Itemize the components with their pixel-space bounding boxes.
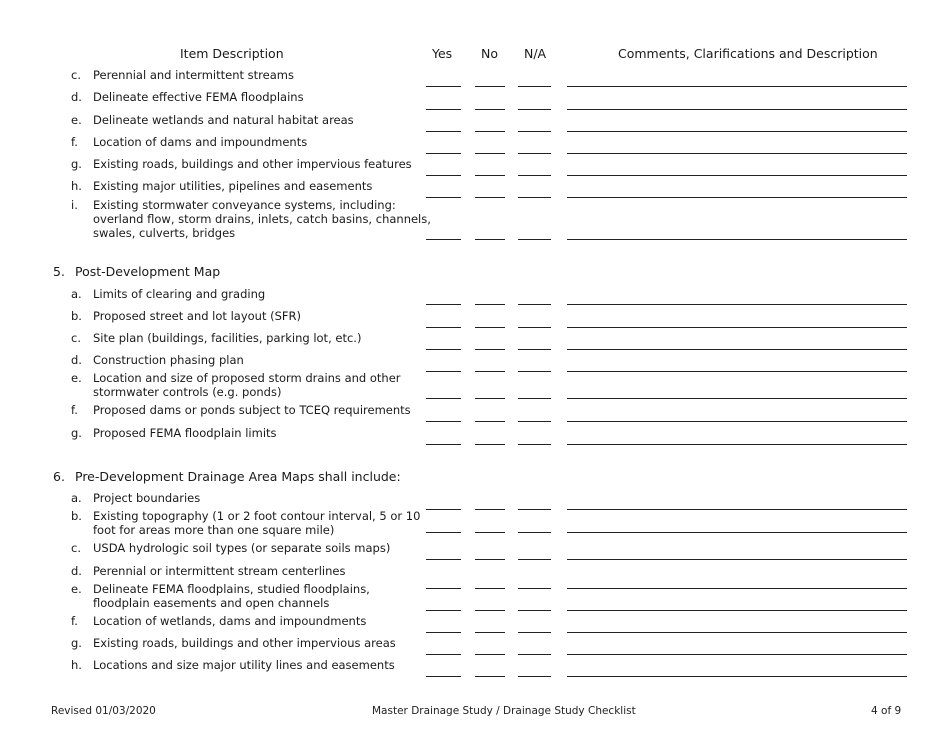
yes-answer-line[interactable] bbox=[426, 588, 461, 589]
na-answer-line[interactable] bbox=[518, 610, 551, 611]
comments-answer-line[interactable] bbox=[567, 559, 907, 560]
item-letter: e. bbox=[71, 371, 82, 385]
comments-answer-line[interactable] bbox=[567, 532, 907, 533]
comments-answer-line[interactable] bbox=[567, 421, 907, 422]
na-answer-line[interactable] bbox=[518, 239, 551, 240]
item-description: foot for areas more than one square mile) bbox=[93, 523, 335, 537]
yes-answer-line[interactable] bbox=[426, 421, 461, 422]
comments-answer-line[interactable] bbox=[567, 349, 907, 350]
na-answer-line[interactable] bbox=[518, 559, 551, 560]
section-number: 5. bbox=[53, 264, 65, 279]
item-description: floodplain easements and open channels bbox=[93, 596, 330, 610]
na-answer-line[interactable] bbox=[518, 197, 551, 198]
na-answer-line[interactable] bbox=[518, 532, 551, 533]
comments-answer-line[interactable] bbox=[567, 676, 907, 677]
no-answer-line[interactable] bbox=[475, 398, 505, 399]
yes-answer-line[interactable] bbox=[426, 304, 461, 305]
na-answer-line[interactable] bbox=[518, 632, 551, 633]
na-answer-line[interactable] bbox=[518, 509, 551, 510]
comments-answer-line[interactable] bbox=[567, 109, 907, 110]
no-answer-line[interactable] bbox=[475, 444, 505, 445]
na-answer-line[interactable] bbox=[518, 131, 551, 132]
yes-answer-line[interactable] bbox=[426, 509, 461, 510]
footer-document-title: Master Drainage Study / Drainage Study Checklist bbox=[372, 705, 636, 717]
item-letter: h. bbox=[71, 658, 82, 672]
yes-answer-line[interactable] bbox=[426, 197, 461, 198]
no-answer-line[interactable] bbox=[475, 327, 505, 328]
column-header-yes: Yes bbox=[432, 46, 453, 61]
yes-answer-line[interactable] bbox=[426, 559, 461, 560]
section-number: 6. bbox=[53, 469, 65, 484]
yes-answer-line[interactable] bbox=[426, 131, 461, 132]
na-answer-line[interactable] bbox=[518, 588, 551, 589]
item-description: Proposed street and lot layout (SFR) bbox=[93, 309, 301, 323]
item-letter: f. bbox=[71, 135, 78, 149]
yes-answer-line[interactable] bbox=[426, 371, 461, 372]
yes-answer-line[interactable] bbox=[426, 654, 461, 655]
na-answer-line[interactable] bbox=[518, 86, 551, 87]
item-letter: d. bbox=[71, 564, 82, 578]
yes-answer-line[interactable] bbox=[426, 86, 461, 87]
item-description: Existing stormwater conveyance systems, including: bbox=[93, 198, 396, 212]
comments-answer-line[interactable] bbox=[567, 610, 907, 611]
comments-answer-line[interactable] bbox=[567, 239, 907, 240]
na-answer-line[interactable] bbox=[518, 175, 551, 176]
no-answer-line[interactable] bbox=[475, 421, 505, 422]
item-letter: g. bbox=[71, 157, 82, 171]
no-answer-line[interactable] bbox=[475, 153, 505, 154]
na-answer-line[interactable] bbox=[518, 153, 551, 154]
column-header-no: No bbox=[481, 46, 498, 61]
item-letter: i. bbox=[71, 198, 78, 212]
item-description: Proposed dams or ponds subject to TCEQ requirements bbox=[93, 403, 411, 417]
no-answer-line[interactable] bbox=[475, 131, 505, 132]
item-description: Site plan (buildings, facilities, parking lot, etc.) bbox=[93, 331, 362, 345]
item-description: stormwater controls (e.g. ponds) bbox=[93, 385, 282, 399]
yes-answer-line[interactable] bbox=[426, 676, 461, 677]
comments-answer-line[interactable] bbox=[567, 131, 907, 132]
no-answer-line[interactable] bbox=[475, 588, 505, 589]
na-answer-line[interactable] bbox=[518, 398, 551, 399]
item-letter: a. bbox=[71, 287, 82, 301]
comments-answer-line[interactable] bbox=[567, 304, 907, 305]
yes-answer-line[interactable] bbox=[426, 610, 461, 611]
yes-answer-line[interactable] bbox=[426, 349, 461, 350]
item-letter: c. bbox=[71, 331, 81, 345]
item-description: swales, culverts, bridges bbox=[93, 226, 236, 240]
section-title: Pre-Development Drainage Area Maps shall include: bbox=[75, 469, 401, 484]
yes-answer-line[interactable] bbox=[426, 109, 461, 110]
footer-revised-date: Revised 01/03/2020 bbox=[51, 705, 156, 717]
no-answer-line[interactable] bbox=[475, 676, 505, 677]
no-answer-line[interactable] bbox=[475, 654, 505, 655]
no-answer-line[interactable] bbox=[475, 86, 505, 87]
column-header-item: Item Description bbox=[180, 46, 284, 61]
item-description: Delineate wetlands and natural habitat areas bbox=[93, 113, 354, 127]
comments-answer-line[interactable] bbox=[567, 175, 907, 176]
footer-page-number: 4 of 9 bbox=[871, 705, 902, 717]
yes-answer-line[interactable] bbox=[426, 632, 461, 633]
item-description: Location of dams and impoundments bbox=[93, 135, 308, 149]
item-letter: c. bbox=[71, 68, 81, 82]
item-letter: b. bbox=[71, 509, 82, 523]
comments-answer-line[interactable] bbox=[567, 197, 907, 198]
item-description: Existing topography (1 or 2 foot contour interval, 5 or 10 bbox=[93, 509, 421, 523]
yes-answer-line[interactable] bbox=[426, 398, 461, 399]
no-answer-line[interactable] bbox=[475, 109, 505, 110]
no-answer-line[interactable] bbox=[475, 559, 505, 560]
no-answer-line[interactable] bbox=[475, 532, 505, 533]
comments-answer-line[interactable] bbox=[567, 509, 907, 510]
yes-answer-line[interactable] bbox=[426, 327, 461, 328]
item-description: Perennial and intermittent streams bbox=[93, 68, 294, 82]
na-answer-line[interactable] bbox=[518, 444, 551, 445]
item-description: Location of wetlands, dams and impoundments bbox=[93, 614, 367, 628]
comments-answer-line[interactable] bbox=[567, 86, 907, 87]
comments-answer-line[interactable] bbox=[567, 153, 907, 154]
no-answer-line[interactable] bbox=[475, 239, 505, 240]
na-answer-line[interactable] bbox=[518, 676, 551, 677]
no-answer-line[interactable] bbox=[475, 304, 505, 305]
no-answer-line[interactable] bbox=[475, 175, 505, 176]
section-title: Post-Development Map bbox=[75, 264, 221, 279]
item-description: USDA hydrologic soil types (or separate soils maps) bbox=[93, 541, 391, 555]
no-answer-line[interactable] bbox=[475, 632, 505, 633]
item-description: Existing major utilities, pipelines and easements bbox=[93, 179, 373, 193]
comments-answer-line[interactable] bbox=[567, 444, 907, 445]
comments-answer-line[interactable] bbox=[567, 588, 907, 589]
item-description: Perennial or intermittent stream centerlines bbox=[93, 564, 346, 578]
column-header-comments: Comments, Clarifications and Description bbox=[618, 46, 878, 61]
comments-answer-line[interactable] bbox=[567, 327, 907, 328]
yes-answer-line[interactable] bbox=[426, 153, 461, 154]
item-description: Locations and size major utility lines and easements bbox=[93, 658, 395, 672]
item-description: Limits of clearing and grading bbox=[93, 287, 266, 301]
comments-answer-line[interactable] bbox=[567, 632, 907, 633]
column-header-na: N/A bbox=[524, 46, 547, 61]
no-answer-line[interactable] bbox=[475, 509, 505, 510]
item-description: Existing roads, buildings and other impervious features bbox=[93, 157, 412, 171]
no-answer-line[interactable] bbox=[475, 197, 505, 198]
na-answer-line[interactable] bbox=[518, 421, 551, 422]
comments-answer-line[interactable] bbox=[567, 398, 907, 399]
yes-answer-line[interactable] bbox=[426, 239, 461, 240]
na-answer-line[interactable] bbox=[518, 349, 551, 350]
comments-answer-line[interactable] bbox=[567, 654, 907, 655]
item-description: Delineate FEMA floodplains, studied floodplains, bbox=[93, 582, 370, 596]
no-answer-line[interactable] bbox=[475, 349, 505, 350]
item-letter: a. bbox=[71, 491, 82, 505]
item-letter: d. bbox=[71, 90, 82, 104]
yes-answer-line[interactable] bbox=[426, 175, 461, 176]
item-description: overland flow, storm drains, inlets, catch basins, channels, bbox=[93, 212, 431, 226]
item-letter: f. bbox=[71, 403, 78, 417]
na-answer-line[interactable] bbox=[518, 327, 551, 328]
na-answer-line[interactable] bbox=[518, 371, 551, 372]
na-answer-line[interactable] bbox=[518, 304, 551, 305]
yes-answer-line[interactable] bbox=[426, 532, 461, 533]
no-answer-line[interactable] bbox=[475, 610, 505, 611]
item-description: Proposed FEMA floodplain limits bbox=[93, 426, 277, 440]
item-letter: f. bbox=[71, 614, 78, 628]
item-letter: d. bbox=[71, 353, 82, 367]
item-letter: g. bbox=[71, 426, 82, 440]
item-description: Existing roads, buildings and other impervious areas bbox=[93, 636, 396, 650]
item-description: Location and size of proposed storm drains and other bbox=[93, 371, 401, 385]
item-description: Project boundaries bbox=[93, 491, 201, 505]
na-answer-line[interactable] bbox=[518, 109, 551, 110]
yes-answer-line[interactable] bbox=[426, 444, 461, 445]
item-letter: c. bbox=[71, 541, 81, 555]
item-letter: e. bbox=[71, 582, 82, 596]
item-letter: b. bbox=[71, 309, 82, 323]
item-letter: h. bbox=[71, 179, 82, 193]
item-letter: g. bbox=[71, 636, 82, 650]
item-letter: e. bbox=[71, 113, 82, 127]
item-description: Construction phasing plan bbox=[93, 353, 244, 367]
item-description: Delineate effective FEMA floodplains bbox=[93, 90, 304, 104]
no-answer-line[interactable] bbox=[475, 371, 505, 372]
comments-answer-line[interactable] bbox=[567, 371, 907, 372]
na-answer-line[interactable] bbox=[518, 654, 551, 655]
